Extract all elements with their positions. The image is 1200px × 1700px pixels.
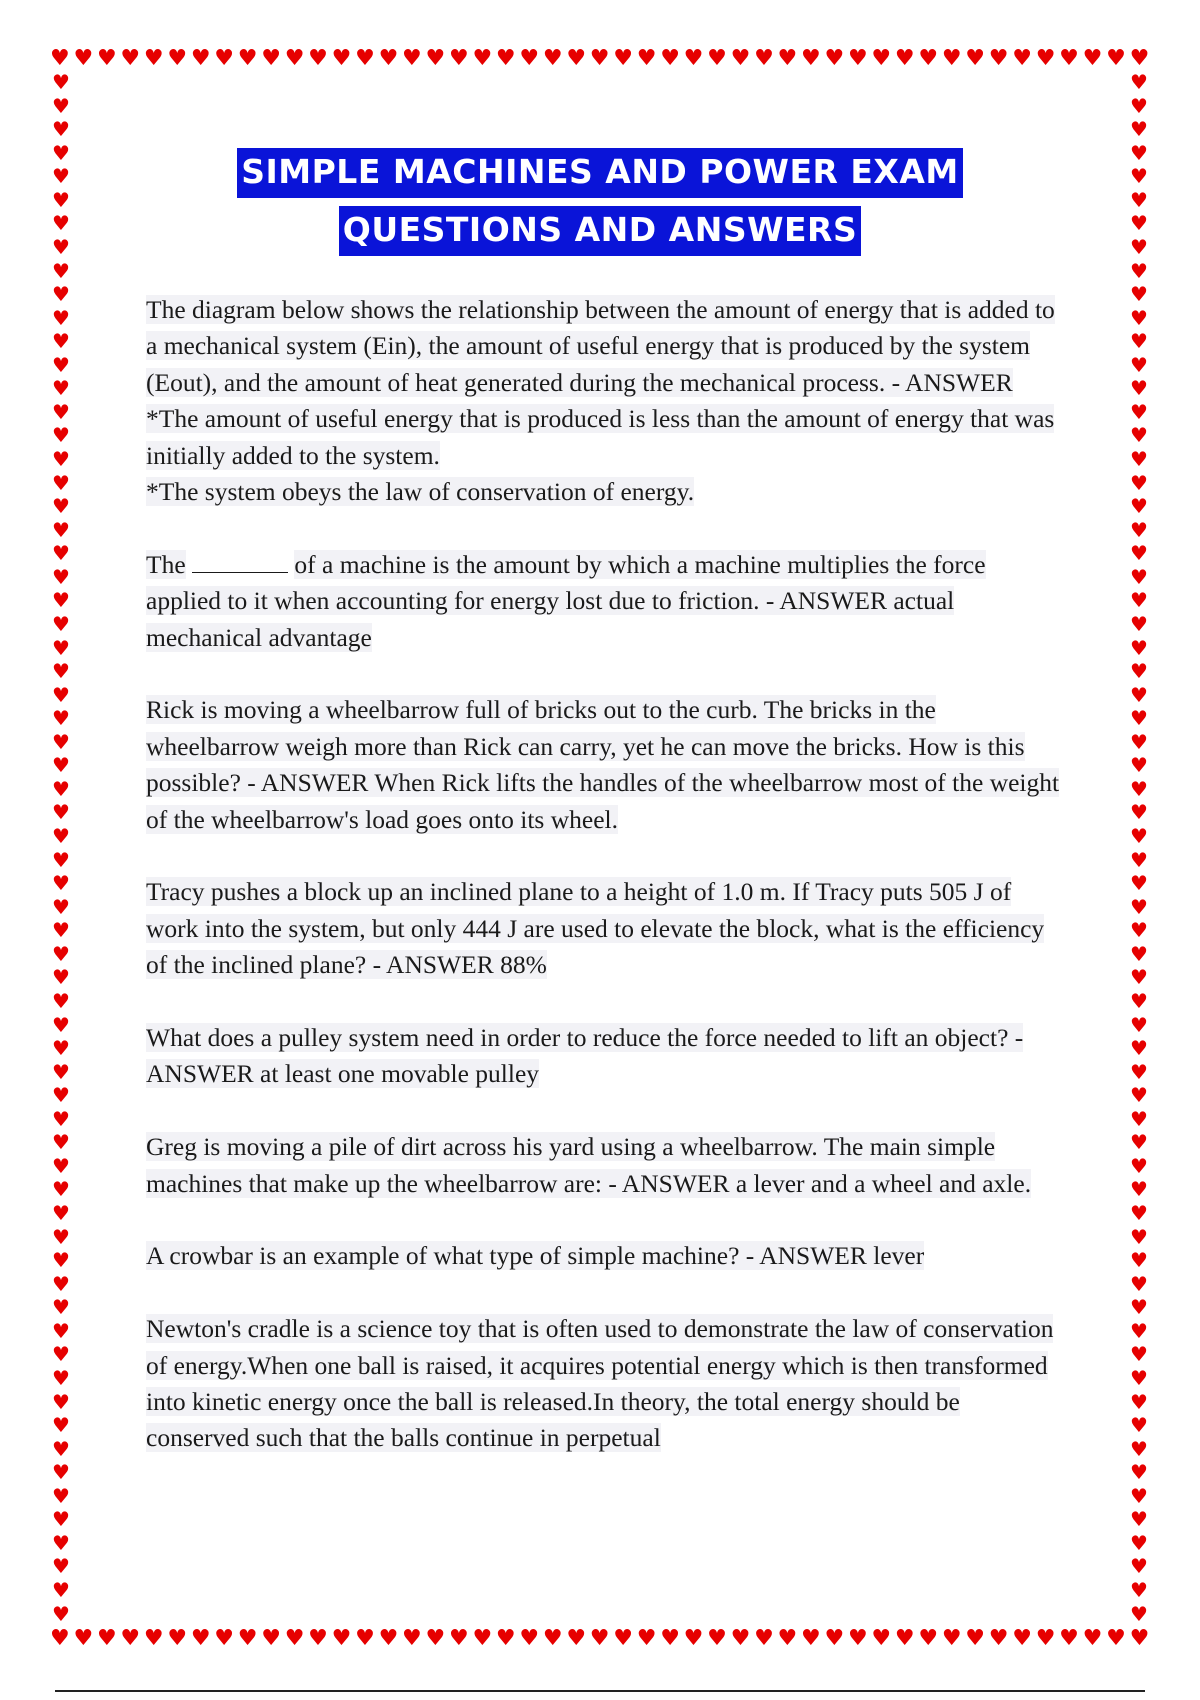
heart-icon: ♥	[1130, 1389, 1148, 1414]
heart-icon: ♥	[1130, 1483, 1148, 1508]
heart-icon: ♥	[1130, 211, 1148, 236]
heart-icon: ♥	[52, 1554, 70, 1579]
heart-icon: ♥	[52, 1177, 70, 1202]
heart-icon: ♥	[1130, 258, 1148, 283]
heart-icon: ♥	[261, 46, 281, 71]
heart-icon: ♥	[1130, 376, 1148, 401]
heart-icon: ♥	[965, 1626, 986, 1651]
heart-icon: ♥	[1130, 1201, 1148, 1225]
heart-icon: ♥	[1130, 517, 1148, 542]
heart-icon: ♥	[1130, 1059, 1148, 1084]
heart-icon: ♥	[495, 1626, 516, 1651]
heart-icon: ♥	[52, 1224, 70, 1249]
heart-icon: ♥	[1130, 541, 1148, 566]
heart-icon: ♥	[52, 894, 70, 919]
heart-icon: ♥	[167, 46, 188, 71]
heart-icon: ♥	[52, 517, 70, 542]
qa-item	[146, 1238, 1066, 1274]
heart-icon: ♥	[801, 1626, 821, 1651]
heart-icon: ♥	[52, 1389, 70, 1414]
heart-icon: ♥	[1130, 706, 1148, 731]
heart-icon: ♥	[1130, 871, 1148, 896]
heart-icon: ♥	[50, 1626, 70, 1651]
heart-icon: ♥	[52, 706, 70, 731]
heart-icon: ♥	[308, 1626, 328, 1651]
heart-icon: ♥	[1130, 682, 1148, 707]
heart-icon: ♥	[52, 1530, 70, 1555]
heart-icon: ♥	[331, 1626, 352, 1651]
heart-icon: ♥	[683, 46, 704, 71]
heart-icon: ♥	[52, 1083, 70, 1108]
heart-icon: ♥	[1129, 1626, 1150, 1651]
heart-icon: ♥	[847, 46, 868, 71]
heart-icon: ♥	[1130, 1224, 1148, 1249]
heart-icon: ♥	[613, 1626, 633, 1651]
heart-icon: ♥	[1130, 753, 1148, 778]
heart-icon: ♥	[52, 1413, 70, 1438]
footer-divider	[55, 1690, 1145, 1692]
heart-icon: ♥	[1130, 659, 1148, 684]
heart-icon: ♥	[1130, 1036, 1148, 1061]
heart-icon: ♥	[190, 1626, 211, 1651]
heart-icon: ♥	[636, 1626, 657, 1651]
heart-icon: ♥	[52, 1578, 70, 1602]
heart-icon: ♥	[52, 117, 70, 142]
heart-icon: ♥	[378, 46, 399, 71]
qa-prefix: The	[146, 549, 186, 579]
heart-icon: ♥	[120, 1626, 141, 1651]
heart-icon: ♥	[52, 611, 70, 636]
heart-icon: ♥	[566, 1626, 587, 1651]
heart-icon: ♥	[1130, 965, 1148, 990]
heart-icon: ♥	[1130, 894, 1148, 919]
heart-icon: ♥	[707, 46, 727, 71]
heart-icon: ♥	[660, 46, 680, 71]
heart-icon: ♥	[918, 1626, 939, 1651]
heart-icon: ♥	[52, 470, 70, 495]
heart-icon: ♥	[52, 1012, 70, 1037]
heart-icon: ♥	[52, 824, 70, 848]
heart-icon: ♥	[52, 1436, 70, 1461]
heart-icon: ♥	[52, 1201, 70, 1225]
heart-icon: ♥	[1130, 1295, 1148, 1320]
heart-icon: ♥	[1130, 1083, 1148, 1108]
heart-icon: ♥	[1130, 140, 1148, 165]
heart-icon: ♥	[52, 1601, 70, 1626]
qa-text: Newton's cradle is a science toy that is often used to demonstrate the law of conservation of energy.When one ball is raised, it acquires potential energy which is then transformed into kinetic energy once the ball is released.In theory, the total energy should be conserved such that the balls continue in perpetual	[146, 1314, 1054, 1453]
heart-icon: ♥	[96, 1626, 117, 1651]
heart-icon: ♥	[143, 46, 164, 71]
heart-icon: ♥	[143, 1626, 164, 1651]
heart-icon: ♥	[941, 46, 962, 71]
heart-icon: ♥	[824, 1626, 845, 1651]
heart-icon: ♥	[52, 1153, 70, 1178]
heart-icon: ♥	[1130, 70, 1148, 94]
heart-icon: ♥	[1130, 800, 1148, 825]
heart-icon: ♥	[1130, 494, 1148, 519]
heart-icon: ♥	[871, 1626, 892, 1651]
heart-icon: ♥	[237, 46, 258, 71]
heart-icon: ♥	[261, 1626, 281, 1651]
heart-icon: ♥	[1130, 635, 1148, 660]
heart-icon: ♥	[894, 1626, 915, 1651]
heart-icon: ♥	[52, 187, 70, 212]
heart-icon: ♥	[1130, 1578, 1148, 1602]
heart-icon: ♥	[660, 1626, 680, 1651]
heart-icon: ♥	[1130, 1106, 1148, 1131]
heart-icon: ♥	[1130, 611, 1148, 636]
heart-icon: ♥	[190, 46, 211, 71]
heart-icon: ♥	[1059, 46, 1079, 71]
qa-text: Tracy pushes a block up an inclined plane to a height of 1.0 m. If Tracy puts 505 J of work into the system, but only 444 J are used to elevate the block, what is the efficiency of the inclined plane? - ANSWER 88%	[146, 877, 1045, 980]
heart-icon: ♥	[801, 46, 821, 71]
qa-text: Greg is moving a pile of dirt across his yard using a wheelbarrow. The main simple machines that make up the wheelbarrow are: - ANSWER a lever and a wheel and axle.	[146, 1132, 1032, 1198]
heart-border-top	[50, 48, 1150, 70]
heart-icon: ♥	[1130, 329, 1148, 354]
heart-icon: ♥	[52, 1295, 70, 1320]
heart-icon: ♥	[542, 1626, 563, 1651]
heart-icon: ♥	[941, 1626, 962, 1651]
heart-icon: ♥	[1130, 847, 1148, 872]
heart-icon: ♥	[355, 46, 375, 71]
heart-icon: ♥	[214, 46, 235, 71]
heart-icon: ♥	[425, 1626, 446, 1651]
heart-icon: ♥	[1130, 1436, 1148, 1461]
heart-icon: ♥	[589, 46, 610, 71]
heart-icon: ♥	[52, 329, 70, 354]
heart-icon: ♥	[308, 46, 328, 71]
heart-icon: ♥	[167, 1626, 188, 1651]
heart-icon: ♥	[1129, 46, 1150, 71]
heart-icon: ♥	[52, 753, 70, 778]
qa-extra: *The system obeys the law of conservation of energy.	[146, 477, 695, 507]
page-title	[0, 148, 1200, 259]
heart-icon: ♥	[1130, 1153, 1148, 1178]
heart-icon: ♥	[52, 93, 70, 118]
heart-icon: ♥	[965, 46, 986, 71]
heart-icon: ♥	[1130, 447, 1148, 471]
heart-icon: ♥	[871, 46, 892, 71]
heart-icon: ♥	[542, 46, 563, 71]
heart-border-bottom	[50, 1628, 1150, 1650]
heart-icon: ♥	[1130, 1554, 1148, 1579]
heart-icon: ♥	[1082, 46, 1103, 71]
heart-icon: ♥	[707, 1626, 727, 1651]
heart-icon: ♥	[52, 941, 70, 966]
heart-icon: ♥	[988, 1626, 1009, 1651]
heart-icon: ♥	[1106, 1626, 1126, 1651]
heart-icon: ♥	[1130, 1248, 1148, 1273]
heart-icon: ♥	[52, 140, 70, 165]
heart-icon: ♥	[1012, 1626, 1032, 1651]
heart-icon: ♥	[1130, 588, 1148, 613]
heart-icon: ♥	[1130, 1460, 1148, 1485]
heart-icon: ♥	[52, 447, 70, 471]
heart-icon: ♥	[1130, 234, 1148, 259]
heart-icon: ♥	[1106, 46, 1126, 71]
heart-icon: ♥	[52, 423, 70, 448]
heart-icon: ♥	[52, 1248, 70, 1273]
heart-icon: ♥	[1082, 1626, 1103, 1651]
heart-icon: ♥	[824, 46, 845, 71]
heart-icon: ♥	[52, 541, 70, 566]
heart-icon: ♥	[52, 1460, 70, 1485]
heart-icon: ♥	[402, 46, 422, 71]
heart-icon: ♥	[1130, 1318, 1148, 1343]
heart-icon: ♥	[1130, 988, 1148, 1013]
heart-icon: ♥	[52, 965, 70, 990]
heart-icon: ♥	[754, 46, 774, 71]
qa-item	[146, 292, 1066, 510]
heart-icon: ♥	[52, 564, 70, 589]
heart-icon: ♥	[52, 305, 70, 330]
heart-icon: ♥	[214, 1626, 235, 1651]
title-line-1: SIMPLE MACHINES AND POWER EXAM	[237, 148, 963, 198]
heart-icon: ♥	[1035, 1626, 1056, 1651]
heart-icon: ♥	[777, 46, 798, 71]
heart-icon: ♥	[1130, 305, 1148, 330]
heart-icon: ♥	[52, 918, 70, 943]
heart-icon: ♥	[613, 46, 633, 71]
qa-text: The diagram below shows the relationship between the amount of energy that is added to a mechanical system (Ein), the amount of useful energy that is produced by the system (Eout), and the amount of heat generated during the mechanical process. - ANSWER *The amount of useful energy that is produced is less than the amount of energy that was initially added to the system.	[146, 295, 1055, 470]
heart-icon: ♥	[777, 1626, 798, 1651]
qa-list	[146, 292, 1066, 1493]
qa-item	[146, 1311, 1066, 1457]
heart-icon: ♥	[1130, 1530, 1148, 1555]
heart-icon: ♥	[1130, 1507, 1148, 1532]
qa-item	[146, 874, 1066, 983]
heart-icon: ♥	[988, 46, 1009, 71]
heart-icon: ♥	[52, 70, 70, 94]
heart-icon: ♥	[52, 352, 70, 377]
heart-icon: ♥	[894, 46, 915, 71]
heart-icon: ♥	[1130, 1271, 1148, 1296]
heart-icon: ♥	[1130, 1130, 1148, 1155]
heart-icon: ♥	[1035, 46, 1056, 71]
heart-icon: ♥	[96, 46, 117, 71]
heart-icon: ♥	[1130, 1601, 1148, 1626]
heart-icon: ♥	[495, 46, 516, 71]
heart-icon: ♥	[1130, 729, 1148, 754]
heart-icon: ♥	[52, 1130, 70, 1155]
heart-icon: ♥	[284, 1626, 305, 1651]
heart-icon: ♥	[52, 1106, 70, 1131]
heart-icon: ♥	[50, 46, 70, 71]
qa-item	[146, 547, 1066, 656]
heart-icon: ♥	[52, 376, 70, 401]
qa-item	[146, 692, 1066, 838]
heart-icon: ♥	[73, 1626, 94, 1651]
heart-icon: ♥	[566, 46, 587, 71]
heart-icon: ♥	[52, 1271, 70, 1296]
heart-icon: ♥	[52, 1036, 70, 1061]
heart-icon: ♥	[1130, 187, 1148, 212]
heart-icon: ♥	[52, 682, 70, 707]
heart-icon: ♥	[52, 800, 70, 825]
heart-icon: ♥	[52, 234, 70, 259]
heart-icon: ♥	[472, 1626, 493, 1651]
heart-icon: ♥	[378, 1626, 399, 1651]
heart-icon: ♥	[589, 1626, 610, 1651]
heart-icon: ♥	[519, 1626, 540, 1651]
title-line-2: QUESTIONS AND ANSWERS	[339, 206, 861, 256]
heart-icon: ♥	[1130, 1365, 1148, 1390]
heart-icon: ♥	[52, 1507, 70, 1532]
heart-icon: ♥	[52, 282, 70, 307]
heart-icon: ♥	[1130, 164, 1148, 189]
heart-icon: ♥	[1130, 470, 1148, 495]
heart-icon: ♥	[52, 1483, 70, 1508]
heart-icon: ♥	[425, 46, 446, 71]
heart-icon: ♥	[1130, 1342, 1148, 1367]
heart-icon: ♥	[1130, 776, 1148, 801]
heart-icon: ♥	[1059, 1626, 1079, 1651]
heart-icon: ♥	[918, 46, 939, 71]
heart-icon: ♥	[355, 1626, 375, 1651]
heart-icon: ♥	[1130, 93, 1148, 118]
qa-text: of a machine is the amount by which a machine multiplies the force applied to it when accounting for energy lost due to friction. - ANSWER actual mechanical advantage	[146, 549, 986, 652]
heart-border-right	[1130, 72, 1148, 1624]
heart-icon: ♥	[52, 494, 70, 519]
qa-text: Rick is moving a wheelbarrow full of bricks out to the curb. The bricks in the wheelbarrow weigh more than Rick can carry, yet he can move the bricks. How is this possible? - ANSWER When Rick lifts the handles of the wheelbarrow most of the weight of the wheelbarrow's load goes onto its wheel.	[146, 695, 1060, 834]
heart-icon: ♥	[519, 46, 540, 71]
heart-icon: ♥	[52, 988, 70, 1013]
heart-icon: ♥	[331, 46, 352, 71]
heart-icon: ♥	[1130, 117, 1148, 142]
heart-icon: ♥	[237, 1626, 258, 1651]
heart-icon: ♥	[448, 1626, 469, 1651]
heart-border-left	[52, 72, 70, 1624]
heart-icon: ♥	[52, 1365, 70, 1390]
heart-icon: ♥	[1130, 1413, 1148, 1438]
heart-icon: ♥	[52, 776, 70, 801]
heart-icon: ♥	[472, 46, 493, 71]
heart-icon: ♥	[52, 399, 70, 424]
heart-icon: ♥	[1130, 1177, 1148, 1202]
heart-icon: ♥	[1130, 941, 1148, 966]
heart-icon: ♥	[52, 1342, 70, 1367]
qa-text: A crowbar is an example of what type of simple machine? - ANSWER lever	[146, 1241, 925, 1271]
heart-icon: ♥	[1130, 564, 1148, 589]
fill-in-blank	[192, 552, 288, 573]
heart-icon: ♥	[1130, 824, 1148, 848]
heart-icon: ♥	[1130, 399, 1148, 424]
heart-icon: ♥	[52, 211, 70, 236]
heart-icon: ♥	[52, 164, 70, 189]
heart-icon: ♥	[1130, 423, 1148, 448]
heart-icon: ♥	[1130, 918, 1148, 943]
heart-icon: ♥	[120, 46, 141, 71]
heart-icon: ♥	[730, 1626, 751, 1651]
qa-text: What does a pulley system need in order to reduce the force needed to lift an object? - ANSWER at least one movable pulley	[146, 1023, 1024, 1089]
heart-icon: ♥	[1130, 352, 1148, 377]
heart-icon: ♥	[1130, 282, 1148, 307]
heart-icon: ♥	[1012, 46, 1032, 71]
heart-icon: ♥	[636, 46, 657, 71]
heart-icon: ♥	[847, 1626, 868, 1651]
qa-item	[146, 1020, 1066, 1093]
qa-item	[146, 1129, 1066, 1202]
heart-icon: ♥	[52, 729, 70, 754]
heart-icon: ♥	[448, 46, 469, 71]
heart-icon: ♥	[52, 635, 70, 660]
heart-icon: ♥	[52, 871, 70, 896]
heart-icon: ♥	[52, 588, 70, 613]
heart-icon: ♥	[52, 1059, 70, 1084]
heart-icon: ♥	[1130, 1012, 1148, 1037]
heart-icon: ♥	[683, 1626, 704, 1651]
heart-icon: ♥	[754, 1626, 774, 1651]
heart-icon: ♥	[73, 46, 94, 71]
heart-icon: ♥	[730, 46, 751, 71]
heart-icon: ♥	[52, 1318, 70, 1343]
heart-icon: ♥	[52, 659, 70, 684]
heart-icon: ♥	[284, 46, 305, 71]
heart-icon: ♥	[52, 258, 70, 283]
heart-icon: ♥	[402, 1626, 422, 1651]
heart-icon: ♥	[52, 847, 70, 872]
